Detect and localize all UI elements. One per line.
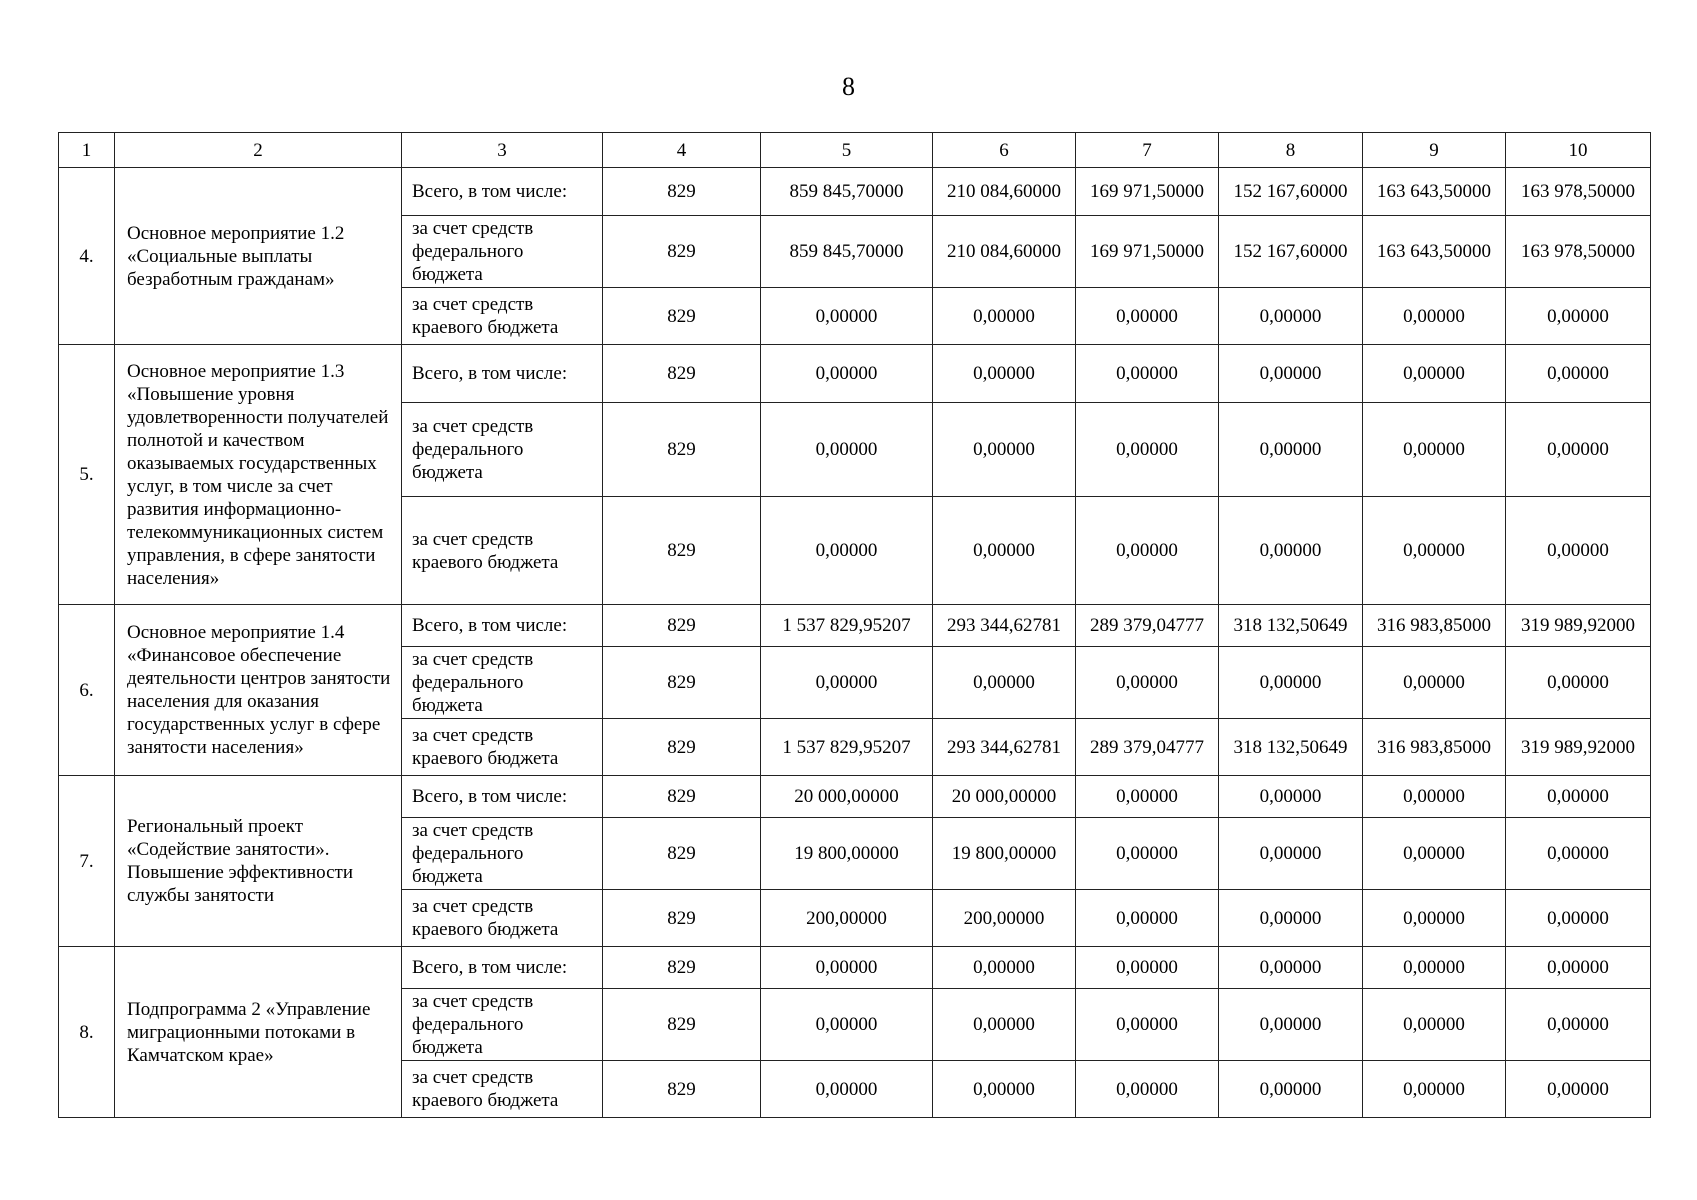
amount-cell: 0,00000	[1076, 989, 1219, 1061]
header-cell: 8	[1219, 133, 1363, 168]
budget-code: 829	[603, 605, 761, 647]
amount-cell: 0,00000	[1506, 947, 1651, 989]
amount-cell: 319 989,92000	[1506, 605, 1651, 647]
amount-cell: 169 971,50000	[1076, 168, 1219, 216]
amount-cell: 0,00000	[1076, 947, 1219, 989]
amount-cell: 0,00000	[761, 345, 933, 403]
amount-cell: 0,00000	[1363, 947, 1506, 989]
amount-cell: 169 971,50000	[1076, 216, 1219, 288]
funding-source: Всего, в том числе:	[402, 605, 603, 647]
amount-cell: 0,00000	[761, 1061, 933, 1118]
amount-cell: 316 983,85000	[1363, 719, 1506, 776]
amount-cell: 0,00000	[1219, 288, 1363, 345]
amount-cell: 0,00000	[1219, 989, 1363, 1061]
amount-cell: 0,00000	[1506, 647, 1651, 719]
amount-cell: 0,00000	[933, 288, 1076, 345]
amount-cell: 0,00000	[1219, 776, 1363, 818]
budget-code: 829	[603, 719, 761, 776]
funding-source: за счет средств краевого бюджета	[402, 497, 603, 605]
header-cell: 2	[115, 133, 402, 168]
amount-cell: 0,00000	[933, 497, 1076, 605]
amount-cell: 0,00000	[933, 345, 1076, 403]
table-body	[59, 133, 1651, 1118]
amount-cell: 0,00000	[1219, 1061, 1363, 1118]
budget-code: 829	[603, 989, 761, 1061]
amount-cell: 0,00000	[761, 288, 933, 345]
header-cell: 4	[603, 133, 761, 168]
amount-cell: 20 000,00000	[933, 776, 1076, 818]
activity-name: Региональный проект «Содействие занятости». Повышение эффективности службы занятости	[115, 776, 402, 947]
amount-cell: 319 989,92000	[1506, 719, 1651, 776]
amount-cell: 289 379,04777	[1076, 719, 1219, 776]
activity-name: Основное мероприятие 1.2 «Социальные выплаты безработным гражданам»	[115, 168, 402, 345]
funding-source: за счет средств федерального бюджета	[402, 647, 603, 719]
budget-code: 829	[603, 288, 761, 345]
amount-cell: 163 643,50000	[1363, 168, 1506, 216]
amount-cell: 0,00000	[1506, 818, 1651, 890]
amount-cell: 163 978,50000	[1506, 216, 1651, 288]
amount-cell: 0,00000	[1363, 497, 1506, 605]
funding-source: за счет средств федерального бюджета	[402, 818, 603, 890]
header-cell: 6	[933, 133, 1076, 168]
funding-source: за счет средств федерального бюджета	[402, 403, 603, 497]
amount-cell: 20 000,00000	[761, 776, 933, 818]
amount-cell: 0,00000	[1076, 776, 1219, 818]
amount-cell: 19 800,00000	[933, 818, 1076, 890]
activity-name: Основное мероприятие 1.3 «Повышение уровня удовлетворенности получателей полнотой и качеством оказываемых государственных услуг, в том числе за счет развития информационно-телекоммуникационных систем управления, в сфере занятости населения»	[115, 345, 402, 605]
amount-cell: 0,00000	[761, 647, 933, 719]
row-number: 6.	[59, 605, 115, 776]
amount-cell: 0,00000	[1219, 818, 1363, 890]
amount-cell: 0,00000	[761, 947, 933, 989]
budget-code: 829	[603, 776, 761, 818]
amount-cell: 0,00000	[1363, 647, 1506, 719]
row-number: 7.	[59, 776, 115, 947]
amount-cell: 0,00000	[1363, 818, 1506, 890]
amount-cell: 0,00000	[761, 403, 933, 497]
funding-source: за счет средств краевого бюджета	[402, 719, 603, 776]
funding-source: за счет средств федерального бюджета	[402, 216, 603, 288]
amount-cell: 316 983,85000	[1363, 605, 1506, 647]
budget-code: 829	[603, 497, 761, 605]
amount-cell: 200,00000	[761, 890, 933, 947]
amount-cell: 163 978,50000	[1506, 168, 1651, 216]
amount-cell: 859 845,70000	[761, 168, 933, 216]
table-row	[59, 345, 1651, 403]
amount-cell: 0,00000	[1506, 345, 1651, 403]
funding-source: за счет средств краевого бюджета	[402, 1061, 603, 1118]
amount-cell: 318 132,50649	[1219, 719, 1363, 776]
amount-cell: 293 344,62781	[933, 605, 1076, 647]
amount-cell: 0,00000	[761, 497, 933, 605]
amount-cell: 0,00000	[1219, 497, 1363, 605]
amount-cell: 0,00000	[1076, 890, 1219, 947]
amount-cell: 0,00000	[1076, 818, 1219, 890]
header-row	[59, 133, 1651, 168]
header-cell: 1	[59, 133, 115, 168]
header-cell: 7	[1076, 133, 1219, 168]
amount-cell: 0,00000	[933, 947, 1076, 989]
amount-cell: 0,00000	[1506, 288, 1651, 345]
amount-cell: 19 800,00000	[761, 818, 933, 890]
amount-cell: 0,00000	[1506, 776, 1651, 818]
amount-cell: 210 084,60000	[933, 216, 1076, 288]
funding-source: за счет средств краевого бюджета	[402, 890, 603, 947]
funding-source: Всего, в том числе:	[402, 776, 603, 818]
amount-cell: 0,00000	[1076, 288, 1219, 345]
amount-cell: 0,00000	[1363, 989, 1506, 1061]
table-row	[59, 947, 1651, 989]
budget-code: 829	[603, 403, 761, 497]
amount-cell: 0,00000	[1076, 345, 1219, 403]
budget-code: 829	[603, 947, 761, 989]
budget-code: 829	[603, 345, 761, 403]
amount-cell: 0,00000	[1219, 345, 1363, 403]
amount-cell: 293 344,62781	[933, 719, 1076, 776]
funding-source: за счет средств краевого бюджета	[402, 288, 603, 345]
amount-cell: 163 643,50000	[1363, 216, 1506, 288]
amount-cell: 0,00000	[1219, 947, 1363, 989]
budget-code: 829	[603, 818, 761, 890]
budget-code: 829	[603, 216, 761, 288]
amount-cell: 0,00000	[1219, 890, 1363, 947]
table-row	[59, 168, 1651, 216]
amount-cell: 0,00000	[933, 403, 1076, 497]
table-row	[59, 605, 1651, 647]
header-cell: 5	[761, 133, 933, 168]
budget-code: 829	[603, 890, 761, 947]
budget-code: 829	[603, 647, 761, 719]
amount-cell: 0,00000	[1076, 497, 1219, 605]
amount-cell: 200,00000	[933, 890, 1076, 947]
amount-cell: 0,00000	[1506, 989, 1651, 1061]
header-cell: 9	[1363, 133, 1506, 168]
amount-cell: 0,00000	[1076, 1061, 1219, 1118]
funding-source: Всего, в том числе:	[402, 345, 603, 403]
amount-cell: 0,00000	[933, 989, 1076, 1061]
header-cell: 3	[402, 133, 603, 168]
budget-table	[58, 132, 1651, 1118]
amount-cell: 210 084,60000	[933, 168, 1076, 216]
budget-code: 829	[603, 1061, 761, 1118]
amount-cell: 1 537 829,95207	[761, 719, 933, 776]
header-cell: 10	[1506, 133, 1651, 168]
amount-cell: 0,00000	[1076, 403, 1219, 497]
amount-cell: 0,00000	[1219, 647, 1363, 719]
funding-source: за счет средств федерального бюджета	[402, 989, 603, 1061]
amount-cell: 0,00000	[1363, 776, 1506, 818]
row-number: 5.	[59, 345, 115, 605]
amount-cell: 0,00000	[1363, 890, 1506, 947]
amount-cell: 0,00000	[1363, 403, 1506, 497]
amount-cell: 0,00000	[1363, 1061, 1506, 1118]
table-row	[59, 776, 1651, 818]
amount-cell: 0,00000	[1506, 1061, 1651, 1118]
amount-cell: 318 132,50649	[1219, 605, 1363, 647]
page-number: 8	[842, 72, 855, 101]
amount-cell: 859 845,70000	[761, 216, 933, 288]
activity-name: Подпрограмма 2 «Управление миграционными потоками в Камчатском крае»	[115, 947, 402, 1118]
row-number: 8.	[59, 947, 115, 1118]
funding-source: Всего, в том числе:	[402, 168, 603, 216]
budget-code: 829	[603, 168, 761, 216]
row-number: 4.	[59, 168, 115, 345]
funding-source: Всего, в том числе:	[402, 947, 603, 989]
amount-cell: 0,00000	[1363, 345, 1506, 403]
amount-cell: 289 379,04777	[1076, 605, 1219, 647]
amount-cell: 0,00000	[1219, 403, 1363, 497]
activity-name: Основное мероприятие 1.4 «Финансовое обеспечение деятельности центров занятости населения для оказания государственных услуг в сфере занятости населения»	[115, 605, 402, 776]
amount-cell: 0,00000	[1506, 403, 1651, 497]
amount-cell: 0,00000	[1076, 647, 1219, 719]
amount-cell: 152 167,60000	[1219, 216, 1363, 288]
amount-cell: 0,00000	[1506, 890, 1651, 947]
amount-cell: 0,00000	[1363, 288, 1506, 345]
amount-cell: 0,00000	[933, 1061, 1076, 1118]
amount-cell: 152 167,60000	[1219, 168, 1363, 216]
amount-cell: 0,00000	[1506, 497, 1651, 605]
amount-cell: 1 537 829,95207	[761, 605, 933, 647]
amount-cell: 0,00000	[761, 989, 933, 1061]
amount-cell: 0,00000	[933, 647, 1076, 719]
